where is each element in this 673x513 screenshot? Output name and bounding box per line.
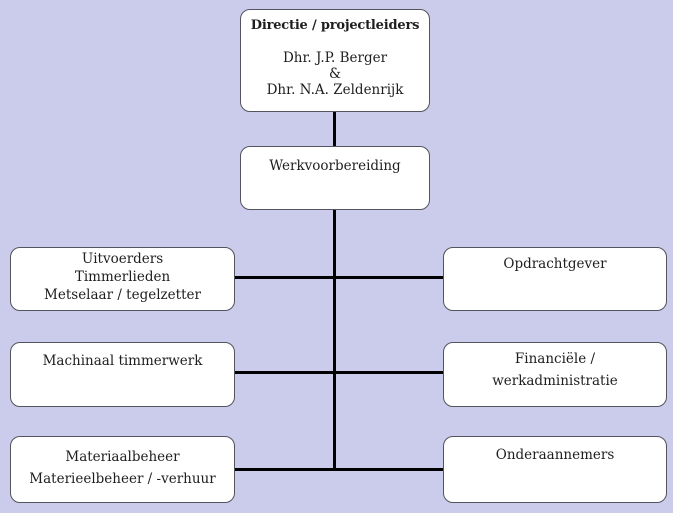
org-box-machinaal-timmerwerk [10, 342, 235, 407]
org-box-title: Directie / projectleiders [250, 18, 420, 33]
member-name: Dhr. N.A. Zeldenrijk [266, 82, 404, 98]
org-box-label-line: werkadministratie [492, 373, 618, 389]
org-box-onderaannemers [443, 436, 667, 503]
org-box-uitvoerders [10, 247, 235, 311]
org-box-label-line: Materiaalbeheer [65, 449, 180, 465]
org-box-label-line: Uitvoerders [81, 251, 164, 267]
org-box-members [241, 50, 429, 98]
org-box-werkvoorbereiding [240, 146, 430, 210]
connector-vertical-trunk [333, 210, 336, 471]
org-box-opdrachtgever [443, 247, 667, 311]
org-box-label-line: Metselaar / tegelzetter [44, 287, 201, 303]
connector-row3-horizontal [235, 468, 443, 471]
member-separator: & [328, 66, 342, 82]
org-box-label: Onderaannemers [495, 447, 615, 463]
org-box-materiaalbeheer [10, 436, 235, 503]
org-box-label: Opdrachtgever [503, 256, 607, 272]
org-box-label-line: Financiële / [514, 351, 596, 367]
member-name: Dhr. J.P. Berger [282, 50, 388, 66]
org-box-label-line: Materieelbeheer / -verhuur [29, 471, 216, 487]
org-box-label: Werkvoorbereiding [269, 158, 401, 174]
connector-root-to-werkvoorbereiding [333, 112, 336, 146]
connector-row2-horizontal [235, 371, 443, 374]
org-box-directie-projectleiders [240, 9, 430, 112]
org-box-label-line: Timmerlieden [74, 269, 171, 285]
org-box-financiele-werkadministratie [443, 342, 667, 407]
org-box-label: Machinaal timmerwerk [42, 353, 203, 369]
connector-row1-horizontal [235, 276, 443, 279]
